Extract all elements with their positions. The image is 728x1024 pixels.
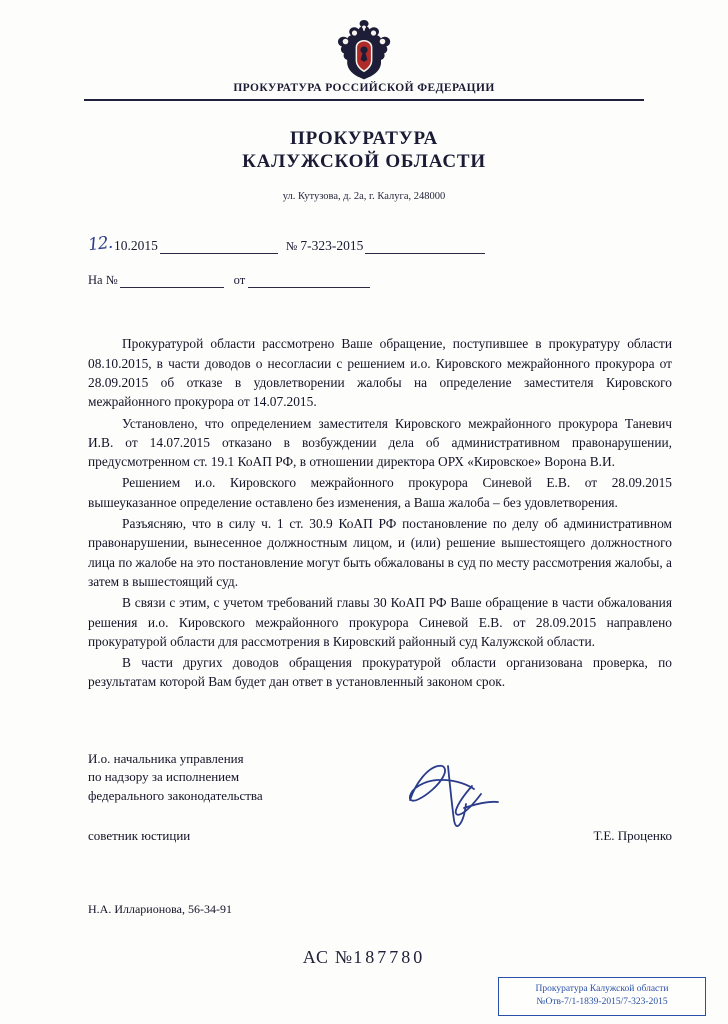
signer-title-line3: федерального законодательства [88, 787, 263, 803]
reply-underline [120, 273, 224, 288]
signer-title-line2: по надзору за исполнением [88, 769, 240, 785]
department-title [0, 127, 728, 173]
letterhead [0, 0, 728, 101]
russian-coat-of-arms-icon [336, 18, 392, 80]
department-title-line1: ПРОКУРАТУРА [290, 128, 438, 149]
body-paragraph: Установлено, что определением заместителя Кировского межрайонного прокурора Таневич И.В. от 14.07.2015 отказано в возбуждении дела об административном правонарушении, предусмотренном ст. 19.1 КоАП РФ, в отношении директора ОРХ «Кировское» Ворона В.И. [88, 415, 672, 470]
signature-row [88, 827, 672, 845]
executor-contact: Н.А. Илларионова, 56-34-91 [88, 901, 232, 916]
organization-name: ПРОКУРАТУРА РОССИЙСКОЙ ФЕДЕРАЦИИ [233, 82, 495, 94]
date-number-row [88, 228, 728, 254]
signer-title [88, 750, 672, 805]
number-label: № [285, 239, 298, 254]
body-paragraph: Прокуратурой области рассмотрено Ваше обращение, поступившее в прокуратуру области 08.10.2015, в части доводов о несогласии с решением и.о. Кировского межрайонного прокурора от 28.09.2015 об отказе в удовлетворении жалобы на определение заместителя Кировского межрайонного прокурора от 14.07.2015. [88, 336, 672, 410]
document-body [88, 334, 672, 691]
stamp-line2: №Отв-7/1-1839-2015/7-323-2015 [536, 997, 668, 1008]
reply-label: На № [88, 273, 118, 288]
body-paragraph: Разъясняю, что в силу ч. 1 ст. 30.9 КоАП РФ постановление по делу об административном правонарушении, вынесенное должностным лицом, и (или) решение вышестоящего должностного лица по жалобе на это постановление могут быть обжалованы в суд по месту рассмотрения жалобы, а затем в вышестоящий суд. [88, 516, 672, 589]
stamp-line1: Прокуратура Калужской области [535, 984, 669, 995]
signer-name: Т.Е. Проценко [593, 828, 672, 844]
document-number: 7-323-2015 [300, 238, 364, 254]
registration-stamp [498, 977, 706, 1016]
reply-reference-row [88, 260, 728, 288]
office-address: ул. Кутузова, д. 2а, г. Калуга, 248000 [282, 191, 446, 203]
serial-prefix: АС № [302, 946, 354, 967]
signature-block [88, 750, 672, 846]
document-meta [0, 228, 728, 288]
serial-number [0, 947, 728, 968]
header-divider [84, 99, 644, 101]
body-paragraph: Решением и.о. Кировского межрайонного прокурора Синевой Е.В. от 28.09.2015 вышеуказанное определение оставлено без изменения, а Ваша жалоба – без удовлетворения. [88, 475, 672, 510]
date-underline [160, 238, 278, 254]
body-paragraph: В части других доводов обращения прокуратурой области организована проверка, по результатам которой Вам будет дан ответ в установленный законом срок. [88, 655, 672, 690]
handwritten-day: 12. [87, 233, 114, 256]
signer-rank: советник юстиции [88, 828, 191, 844]
from-underline [248, 273, 370, 288]
document-date: 10.2015 [114, 238, 158, 254]
signer-title-line1: И.о. начальника управления [88, 750, 244, 766]
number-underline [365, 238, 485, 254]
from-label: от [233, 273, 246, 288]
body-paragraph: В связи с этим, с учетом требований главы 30 КоАП РФ Ваше обращение в части обжалования решения и.о. Кировского межрайонного прокурора Синевой Е.В. от 28.09.2015 направлено прокуратурой области для рассмотрения в Кировский районный суд Калужской области. [88, 595, 672, 649]
department-title-line2: КАЛУЖСКОЙ ОБЛАСТИ [242, 151, 486, 173]
serial-digits: 187780 [353, 946, 426, 967]
